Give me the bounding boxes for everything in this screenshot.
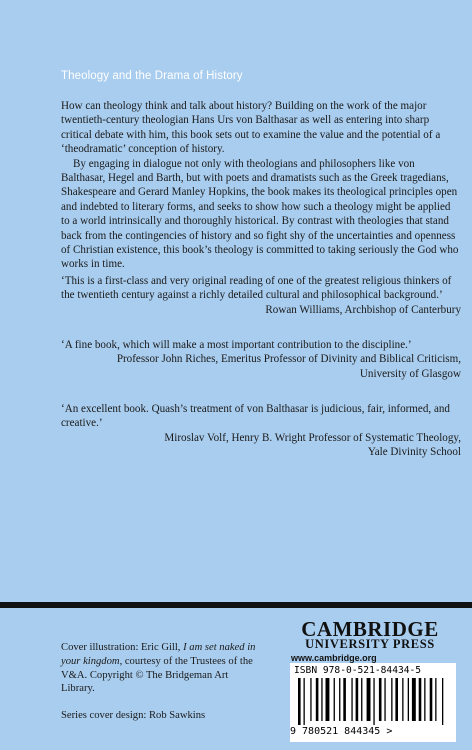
publisher-logo-name: CAMBRIDGE: [301, 617, 439, 641]
series-design-credit: Series cover design: Rob Sawkins: [61, 710, 206, 721]
cover-credit-suffix: , courtesy of the Trustees of the V&A. Copyright © The Bridgeman Art Library.: [61, 655, 253, 695]
isbn-barcode: [290, 663, 456, 742]
publisher-url: www.cambridge.org: [291, 653, 377, 663]
barcode-bars: [296, 678, 450, 725]
barcode-stripe: [395, 678, 398, 721]
endorsement-2: [61, 338, 461, 381]
barcode-stripe: [419, 678, 422, 721]
barcode-stripe: [321, 678, 322, 721]
cover-credit: [61, 641, 261, 696]
barcode-stripe: [442, 678, 443, 725]
endorsement-3: [61, 402, 461, 460]
barcode-stripe: [339, 678, 340, 721]
barcode-stripe: [304, 678, 305, 725]
barcode-stripe: [435, 678, 436, 721]
endorsement-quote: ‘An excellent book. Quash’s treatment of von Balthasar is judicious, fair, informed, and creative.’: [61, 403, 450, 430]
endorsement-quote: ‘A fine book, which will make a most important contribution to the discipline.’: [61, 339, 412, 351]
barcode-stripe: [316, 678, 319, 721]
endorsement-attribution: Yale Divinity School: [367, 446, 461, 459]
cover-credit-prefix: Cover illustration: Eric Gill,: [61, 642, 184, 653]
artwork-title: I am set naked in your kingdom: [61, 642, 256, 667]
book-section-title: Theology and the Drama of History: [61, 70, 243, 82]
barcode-stripe: [424, 678, 425, 721]
barcode-stripe: [408, 678, 409, 721]
barcode-digits: 9 780521 844345 >: [290, 726, 393, 737]
barcode-stripe: [412, 678, 416, 721]
endorsement-1: [61, 274, 461, 317]
barcode-stripe: [373, 678, 374, 725]
barcode-stripe: [334, 678, 335, 721]
blurb-paragraph-2: By engaging in dialogue not only with theologians and philosophers like von Balthasar, Hegel and Barth, but with poets and dramatists such as the Greek tragedians, Shakespeare and Gerard Manley Hopkins, the book makes its theological principles open and indebted to literary forms, and seeks to show how such a theology might be applied to a world intrinsically and thoroughly historical. By contrast with theologies that stand back from the contingencies of history and so fight shy of the uncertainties and openness of Christian existence, this book’s theology is committed to taking seriously the God who works in time.: [61, 157, 459, 271]
barcode-stripe: [356, 678, 359, 721]
endorsement-attribution: Miroslav Volf, Henry B. Wright Professor of Systematic Theology,: [164, 431, 461, 444]
publisher-logo-press: UNIVERSITY PRESS: [305, 637, 435, 651]
barcode-stripe: [367, 678, 371, 721]
barcode-stripe: [351, 678, 352, 721]
endorsement-attribution: Professor John Riches, Emeritus Professor of Divinity and Biblical Criticism,: [116, 353, 461, 366]
endorsement-quote: ‘This is a first-class and very original reading of one of the greatest religious thinkers of the twentieth century against a richly detailed cultural and philosophical background.’: [61, 275, 452, 302]
blurb-paragraph-1: How can theology think and talk about history? Building on the work of the major twentieth-century theologian Hans Urs von Balthasar as well as entering into sharp critical debate with him, this book sets out to examine the value and the potential of a ‘theodramatic’ conception of history.: [61, 100, 441, 156]
barcode-stripe: [310, 678, 311, 721]
barcode-stripe: [343, 678, 346, 721]
barcode-stripe: [391, 678, 392, 721]
blurb: [61, 99, 461, 272]
isbn-label: ISBN 978-0-521-84434-5: [294, 665, 422, 676]
barcode-stripe: [326, 678, 330, 721]
barcode-stripe: [298, 678, 301, 725]
barcode-stripe: [361, 678, 362, 721]
barcode-stripe: [430, 678, 433, 721]
endorsement-attribution: University of Glasgow: [359, 367, 461, 380]
barcode-stripe: [402, 678, 403, 721]
barcode-stripe: [379, 678, 382, 721]
endorsement-attribution: Rowan Williams, Archbishop of Canterbury: [265, 303, 461, 316]
divider-bar: [0, 602, 472, 608]
barcode-stripe: [384, 678, 385, 721]
